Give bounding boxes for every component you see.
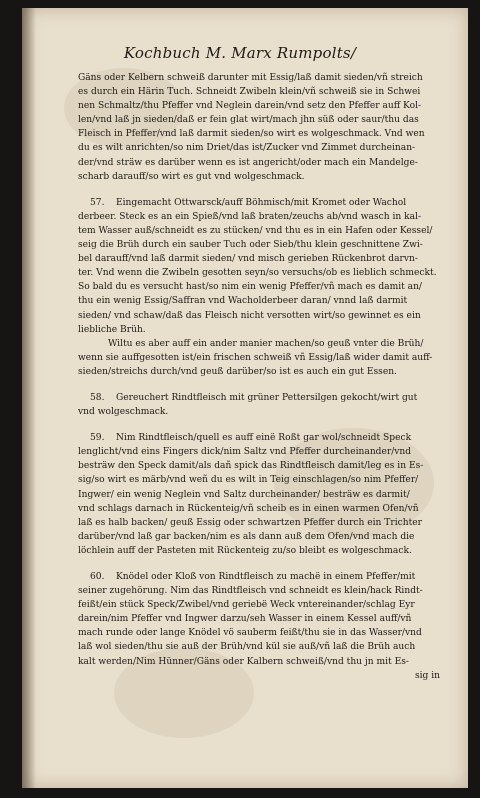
page-text	[78, 71, 440, 683]
text-line: löchlein auff der Pasteten mit Rückenteig zu/so bleibt es wolgeschmack.	[78, 545, 412, 556]
text-line: lenglicht/vnd eins Fingers dick/nim Saltz vnd Pfeffer durcheinander/vnd	[78, 447, 412, 458]
running-header: Kochbuch M. Marx Rumpolts/	[123, 44, 357, 62]
text-line: liebliche Brüh.	[78, 324, 146, 335]
text-line: feißt/ein stück Speck/Zwibel/vnd geriebë Weck vntereinander/schlag Eyr	[78, 600, 415, 611]
recipe-57	[78, 196, 440, 379]
text-line: seiner zugehörung. Nim das Rindtfleisch vnd schneidt es klein/hack Rindt-	[78, 586, 423, 597]
text-line: Ingwer/ ein wenig Neglein vnd Saltz durcheinander/ besträw es darmit/	[78, 489, 410, 500]
text-line: Knödel oder Kloß von Rindtfleisch zu machë in einem Pfeffer/mit	[116, 572, 416, 582]
text-line: Gäns oder Kelbern schweiß darunter mit Essig/laß damit sieden/vñ streich	[78, 73, 423, 83]
recipe-60	[78, 570, 440, 683]
text-line: len/vnd laß jn sieden/daß er fein glat wirt/mach jhn süß oder saur/thu das	[78, 115, 419, 126]
text-line: Eingemacht Ottwarsck/auff Böhmisch/mit Kromet oder Wachol	[116, 197, 407, 208]
text-line: derbeer. Steck es an ein Spieß/vnd laß braten/zeuchs ab/vnd wasch in kal-	[78, 211, 422, 222]
recipe-number: 60.	[90, 572, 105, 582]
text-line: bel darauff/vnd laß darmit sieden/ vnd misch gerieben Rückenbrot darvn-	[78, 254, 418, 265]
text-line: du es wilt anrichten/so nim Driet/das ist/Zucker vnd Zimmet durcheinan-	[78, 143, 416, 154]
text-line: Fleisch in Pfeffer/vnd laß darmit sieden/so wirt es wolgeschmack. Vnd wen	[78, 129, 425, 140]
recipe-number: 58.	[90, 392, 105, 403]
text-line: tem Wasser auß/schneidt es zu stücken/ vnd thu es in ein Hafen oder Kessel/	[78, 225, 433, 236]
recipe-number: 59.	[90, 433, 105, 444]
text-line: mach runde oder lange Knödel vö sauberm feißt/thu sie in das Wasser/vnd	[78, 628, 422, 639]
text-line: darüber/vnd laß gar backen/nim es als dann auß dem Ofen/vnd mach die	[78, 531, 415, 542]
text-line: sig/so wirt es märb/vnd weñ du es wilt in Teig einschlagen/so nim Pfeffer/	[78, 475, 419, 486]
catchword: sig in	[414, 670, 440, 681]
text-line: wenn sie auffgesotten ist/ein frischen schweiß vñ Essig/laß wider damit auff-	[78, 352, 433, 363]
text-line: seig die Brüh durch ein sauber Tuch oder Sieb/thu klein geschnittene Zwi-	[78, 240, 423, 251]
text-line: Wiltu es aber auff ein ander manier machen/so geuß vnter die Brüh/	[108, 338, 424, 349]
text-line: besträw den Speck damit/als dañ spick das Rindtfleisch damit/leg es in Es-	[78, 461, 424, 472]
text-line: kalt werden/Nim Hünner/Gäns oder Kalbern schweiß/vnd thu jn mit Es-	[78, 656, 409, 667]
text-line: sieden/streichs durch/vnd geuß darüber/so ist es auch ein gut Essen.	[78, 366, 397, 377]
text-line: Gereuchert Rindtfleisch mit grüner Pettersilgen gekocht/wirt gut	[116, 392, 418, 403]
paragraph-continuation	[78, 71, 440, 184]
text-line: laß wol sieden/thu sie auß der Brüh/vnd kül sie auß/vñ laß die Brüh auch	[78, 642, 416, 653]
text-line: vnd schlags darnach in Rückenteig/vñ scheib es in einen warmen Ofen/vñ	[78, 503, 419, 514]
text-line: der/vnd sträw es darüber wenn es ist angericht/oder mach ein Mandelge-	[78, 157, 418, 168]
text-line: vnd wolgeschmack.	[78, 407, 169, 418]
text-line: nen Schmaltz/thu Pfeffer vnd Neglein darein/vnd setz den Pfeffer auff Kol-	[78, 101, 422, 112]
text-line: Nim Rindtfleisch/quell es auff einë Roßt gar wol/schneidt Speck	[116, 433, 412, 444]
recipe-59	[78, 431, 440, 558]
text-line: thu ein wenig Essig/Saffran vnd Wacholderbeer daran/ vnnd laß darmit	[78, 296, 408, 307]
recipe-58	[78, 391, 440, 419]
text-line: scharb darauff/so wirt es gut vnd wolgeschmack.	[78, 171, 305, 182]
text-line: es durch ein Härin Tuch. Schneidt Zwibeln klein/vñ schweiß sie in Schwei	[78, 87, 421, 98]
text-line: ter. Vnd wenn die Zwibeln gesotten seyn/so versuchs/ob es lieblich schmeckt.	[78, 268, 437, 279]
text-line: sieden/ vnd schaw/daß das Fleisch nicht versotten wirt/so gewinnet es ein	[78, 310, 421, 321]
gutter-shadow	[22, 8, 36, 788]
text-line: darein/nim Pfeffer vnd Ingwer darzu/seh Wasser in einem Kessel auff/vñ	[78, 614, 412, 625]
text-line: So bald du es versucht hast/so nim ein wenig Pfeffer/vñ mach es damit an/	[78, 282, 422, 293]
recipe-number: 57.	[90, 197, 105, 208]
text-line: laß es halb backen/ geuß Essig oder schwartzen Pfeffer durch ein Trichter	[78, 517, 422, 528]
